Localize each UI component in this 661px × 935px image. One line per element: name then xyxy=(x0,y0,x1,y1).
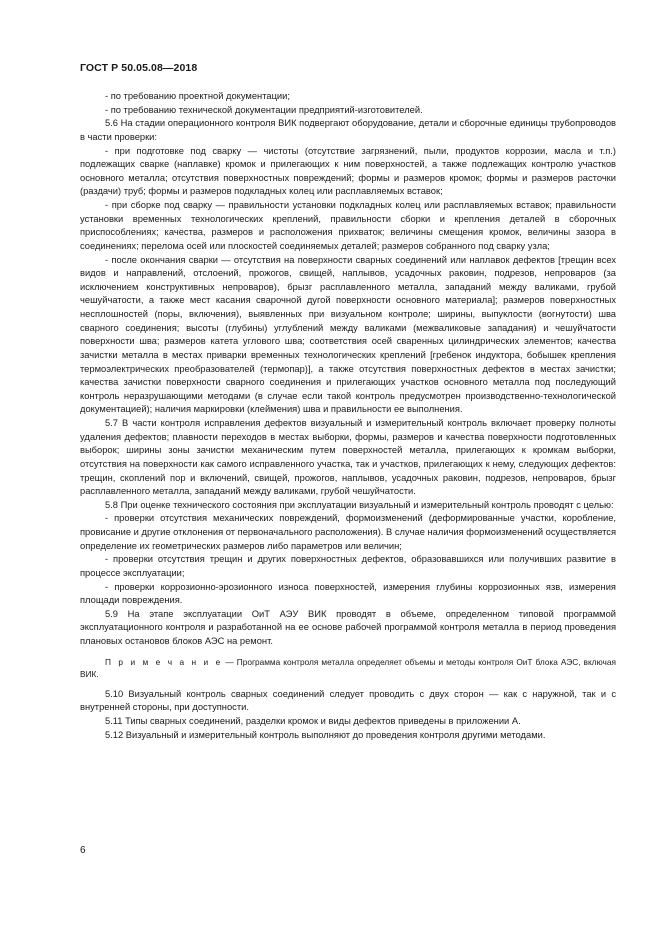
clause-5-6: 5.6 На стадии операционного контроля ВИК подвергают оборудование, детали и сборочные единицы трубопроводов в части проверки: xyxy=(80,118,616,142)
clause-5-12: 5.12 Визуальный и измерительный контроль выполняют до проведения контроля другими методами. xyxy=(105,729,546,740)
clause-5-9: 5.9 На этапе эксплуатации ОиТ АЭУ ВИК проводят в объеме, определенном типовой программой эксплуатационного контроля и разработанной на ее основе рабочей программой контроля металла в период проведения плановых остановов блоков АЭС на ремонт. xyxy=(80,608,616,646)
clause-5-7: 5.7 В части контроля исправления дефектов визуальный и измерительный контроль включает проверку полноты удаления дефектов; плавности переходов в местах выборки, формы, размеров и качества поверхности подготовленных выборок; ширины зоны зачистки механическим путем поверхностей металла, прилегающих к кромкам выборки, отсутствия на поверхности как самого исправленного участка, так и участков, прилегающих к нему, следующих дефектов: трещин, скоплений пор и включений, свищей, прожогов, наплывов, усадочных раковин, подрезов, непроваров, брызг расплавленного металла, западаний между валиками, грубой чешуйчатости. xyxy=(80,418,616,497)
document-header: ГОСТ Р 50.05.08—2018 xyxy=(80,62,198,74)
note xyxy=(80,656,616,680)
page-number: 6 xyxy=(80,845,86,856)
clause-5-8: 5.8 При оценке технического состояния при эксплуатации визуальный и измерительный контроль проводят с целью: xyxy=(105,499,614,510)
list-item: - по требованию технической документации предприятий-изготовителей. xyxy=(105,104,423,115)
list-item: - после окончания сварки — отсутствия на поверхности сварных соединений или наплавок дефектов [трещин всех видов и направлений, отслоений, прожогов, свищей, наплывов, усадочных раковин, подрезов, непроваров (за исключением конструктивных непроваров), брызг расплавленного металла, западаний между валиками, грубой чешуйчатости, а также мест касания сварочной дугой поверхности основного материала]; размеров поверхностных несплошностей (поры, включения), выявленных при визуальном контроле; ширины, выпуклости (вогнутости) шва сварного соединения; высоты (глубины) углублений между валиками (межваликовые западания) и чешуйчатости поверхности шва; размеров катета углового шва; соответствия осей сваренных цилиндрических элементов; качества зачистки металла в местах приварки временных технологических креплений [гребенок индуктора, бобышек крепления термоэлектрических преобразователей (термопар)], а также отсутствия поверхностных дефектов в местах зачистки; качества зачистки поверхности сварного соединения и прилегающих участков основного металла под последующий контроль неразрушающими методами (в случае если такой контроль предусмотрен производственно-технологической документацией); наличия маркировки (клеймения) шва и правильности ее выполнения. xyxy=(80,254,616,415)
list-item: - при подготовке под сварку — чистоты (отсутствие загрязнений, пыли, продуктов коррозии, масла и т.п.) подлежащих сварке (наплавке) кромок и прилегающих к ним поверхностей, а также подлежащих контролю участков основного металла; отсутствия поверхностных повреждений; формы и размеров кромок; формы и размеров расточки (раздачи) труб; формы и размеров подкладных колец или расплавляемых вставок; xyxy=(80,145,616,197)
note-text: — Программа контроля металла определяет объемы и методы контроля ОиТ блока АЭС, включая ВИК. xyxy=(80,656,616,679)
clause-5-10: 5.10 Визуальный контроль сварных соединений следует проводить с двух сторон — как с наружной, так и с внутренней стороны, при доступности. xyxy=(80,688,616,713)
list-item: - проверки отсутствия трещин и других поверхностных дефектов, образовавшихся или получивших развитие в процессе эксплуатации; xyxy=(80,554,616,578)
list-item: - проверки отсутствия механических повреждений, формоизменений (деформированные участки, коробление, провисание и другие отклонения от первоначального расположения). В случае наличия формоизменений осуществляется определение их геометрических размеров либо параметров или величин; xyxy=(80,513,616,551)
list-item: - при сборке под сварку — правильности установки подкладных колец или расплавляемых вставок; правильности установки временных технологических креплений, правильности сборки и крепления деталей в сборочных приспособлениях; качества, размеров и расположения прихваток; величины смещения кромок, величины зазора в соединениях; перелома осей или плоскостей соединяемых деталей; размеров собранного под сварку узла; xyxy=(80,200,616,251)
note-label: П р и м е ч а н и е xyxy=(105,656,223,667)
clause-5-11: 5.11 Типы сварных соединений, разделки кромок и виды дефектов приведены в приложении А. xyxy=(105,715,521,726)
list-item: - проверки коррозионно-эрозионного износа поверхностей, измерения глубины коррозионных язв, измерения площади повреждения. xyxy=(80,581,616,606)
list-item: - по требованию проектной документации; xyxy=(105,91,290,101)
document-body xyxy=(80,90,616,742)
